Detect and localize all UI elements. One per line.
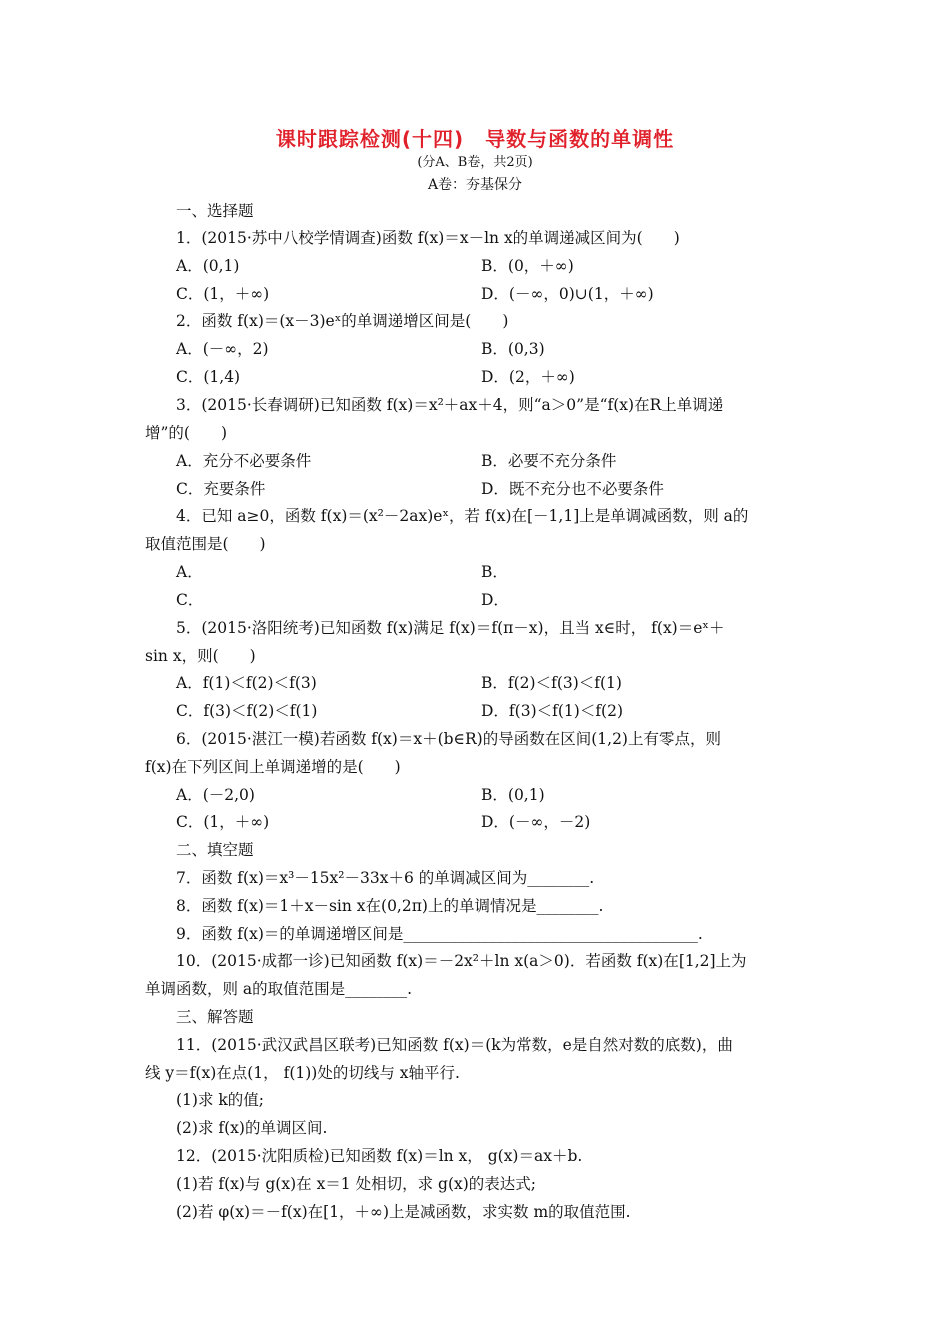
question-1-option-c: C．(1，＋∞) — [176, 285, 270, 303]
question-1-stem: 1．(2015·苏中八校学情调查)函数 f(x)＝x－ln x的单调递减区间为( ) — [176, 229, 680, 247]
question-5-option-d: D．f(3)＜f(1)＜f(2) — [481, 702, 624, 720]
question-4-option-b: B． — [481, 563, 508, 581]
question-5-stem: 5．(2015·洛阳统考)已知函数 f(x)满足 f(x)＝f(π－x)，且当 x∈时， f(x)＝eˣ＋ — [176, 619, 725, 637]
question-10: 10．(2015·成都一诊)已知函数 f(x)＝－2x²＋ln x(a＞0)．若函数 f(x)在[1,2]上为 — [176, 952, 747, 970]
question-7: 7．函数 f(x)＝x³－15x²－33x＋6 的单调减区间为________. — [176, 869, 595, 887]
question-6-option-b: B．(0,1) — [481, 786, 545, 804]
question-3-option-c: C．充要条件 — [176, 480, 266, 498]
question-11-part-2: (2)求 f(x)的单调区间. — [176, 1119, 328, 1137]
section-heading-choice: 一、选择题 — [176, 202, 254, 220]
question-3-stem-cont: 增”的( ) — [145, 424, 228, 442]
question-3-option-d: D．既不充分也不必要条件 — [481, 480, 664, 498]
question-12: 12．(2015·沈阳质检)已知函数 f(x)＝ln x， g(x)＝ax＋b. — [176, 1147, 583, 1165]
question-11-cont: 线 y＝f(x)在点(1， f(1))处的切线与 x轴平行. — [145, 1064, 460, 1082]
question-4-stem: 4．已知 a≥0，函数 f(x)＝(x²－2ax)eˣ，若 f(x)在[－1,1]上是单调减函数，则 a的 — [176, 507, 749, 525]
question-9: 9．函数 f(x)＝的单调递增区间是______________________________________. — [176, 925, 703, 943]
question-3-option-b: B．必要不充分条件 — [481, 452, 617, 470]
question-5-option-a: A．f(1)＜f(2)＜f(3) — [176, 674, 317, 692]
question-11-part-1: (1)求 k的值; — [176, 1091, 264, 1109]
question-10-cont: 单调函数，则 a的取值范围是________. — [145, 980, 413, 998]
question-4-option-c: C． — [176, 591, 204, 609]
question-1-option-b: B．(0，＋∞) — [481, 257, 574, 275]
question-2-stem: 2．函数 f(x)＝(x－3)eˣ的单调递增区间是( ) — [176, 312, 509, 330]
question-2-option-d: D．(2，＋∞) — [481, 368, 575, 386]
question-11: 11．(2015·武汉武昌区联考)已知函数 f(x)＝(k为常数，e是自然对数的底数)，曲 — [176, 1036, 733, 1054]
question-5-stem-cont: sin x，则( ) — [145, 647, 256, 665]
question-3-stem: 3．(2015·长春调研)已知函数 f(x)＝x²＋ax＋4，则“a＞0”是“f(x)在R上单调递 — [176, 396, 724, 414]
question-6-option-a: A．(－2,0) — [176, 786, 255, 804]
question-5-option-c: C．f(3)＜f(2)＜f(1) — [176, 702, 318, 720]
section-heading-solve: 三、解答题 — [176, 1008, 254, 1026]
question-1-option-a: A．(0,1) — [176, 257, 240, 275]
question-6-option-d: D．(－∞，－2) — [481, 813, 591, 831]
section-heading-fill: 二、填空题 — [176, 841, 254, 859]
page-subtitle: (分A、B卷，共2页) — [417, 155, 533, 170]
question-8: 8．函数 f(x)＝1＋x－sin x在(0,2π)上的单调情况是________. — [176, 897, 604, 915]
section-label: A卷：夯基保分 — [427, 177, 523, 193]
question-3-option-a: A．充分不必要条件 — [176, 452, 312, 470]
question-2-option-a: A．(－∞，2) — [176, 340, 269, 358]
question-12-part-2: (2)若 φ(x)＝－f(x)在[1，＋∞)上是减函数，求实数 m的取值范围. — [176, 1203, 631, 1221]
question-6-stem: 6．(2015·湛江一模)若函数 f(x)＝x＋(b∈R)的导函数在区间(1,2)上有零点，则 — [176, 730, 721, 748]
question-6-option-c: C．(1，＋∞) — [176, 813, 270, 831]
question-2-option-b: B．(0,3) — [481, 340, 545, 358]
page-title: 课时跟踪检测(十四) 导数与函数的单调性 — [275, 127, 675, 151]
question-5-option-b: B．f(2)＜f(3)＜f(1) — [481, 674, 622, 692]
question-2-option-c: C．(1,4) — [176, 368, 241, 386]
question-4-option-a: A． — [176, 563, 203, 581]
question-4-stem-cont: 取值范围是( ) — [145, 535, 266, 553]
question-6-stem-cont: f(x)在下列区间上单调递增的是( ) — [145, 758, 401, 776]
question-12-part-1: (1)若 f(x)与 g(x)在 x＝1 处相切，求 g(x)的表达式; — [176, 1175, 537, 1193]
question-4-option-d: D． — [481, 591, 509, 609]
question-1-option-d: D．(－∞，0)∪(1，＋∞) — [481, 285, 654, 303]
